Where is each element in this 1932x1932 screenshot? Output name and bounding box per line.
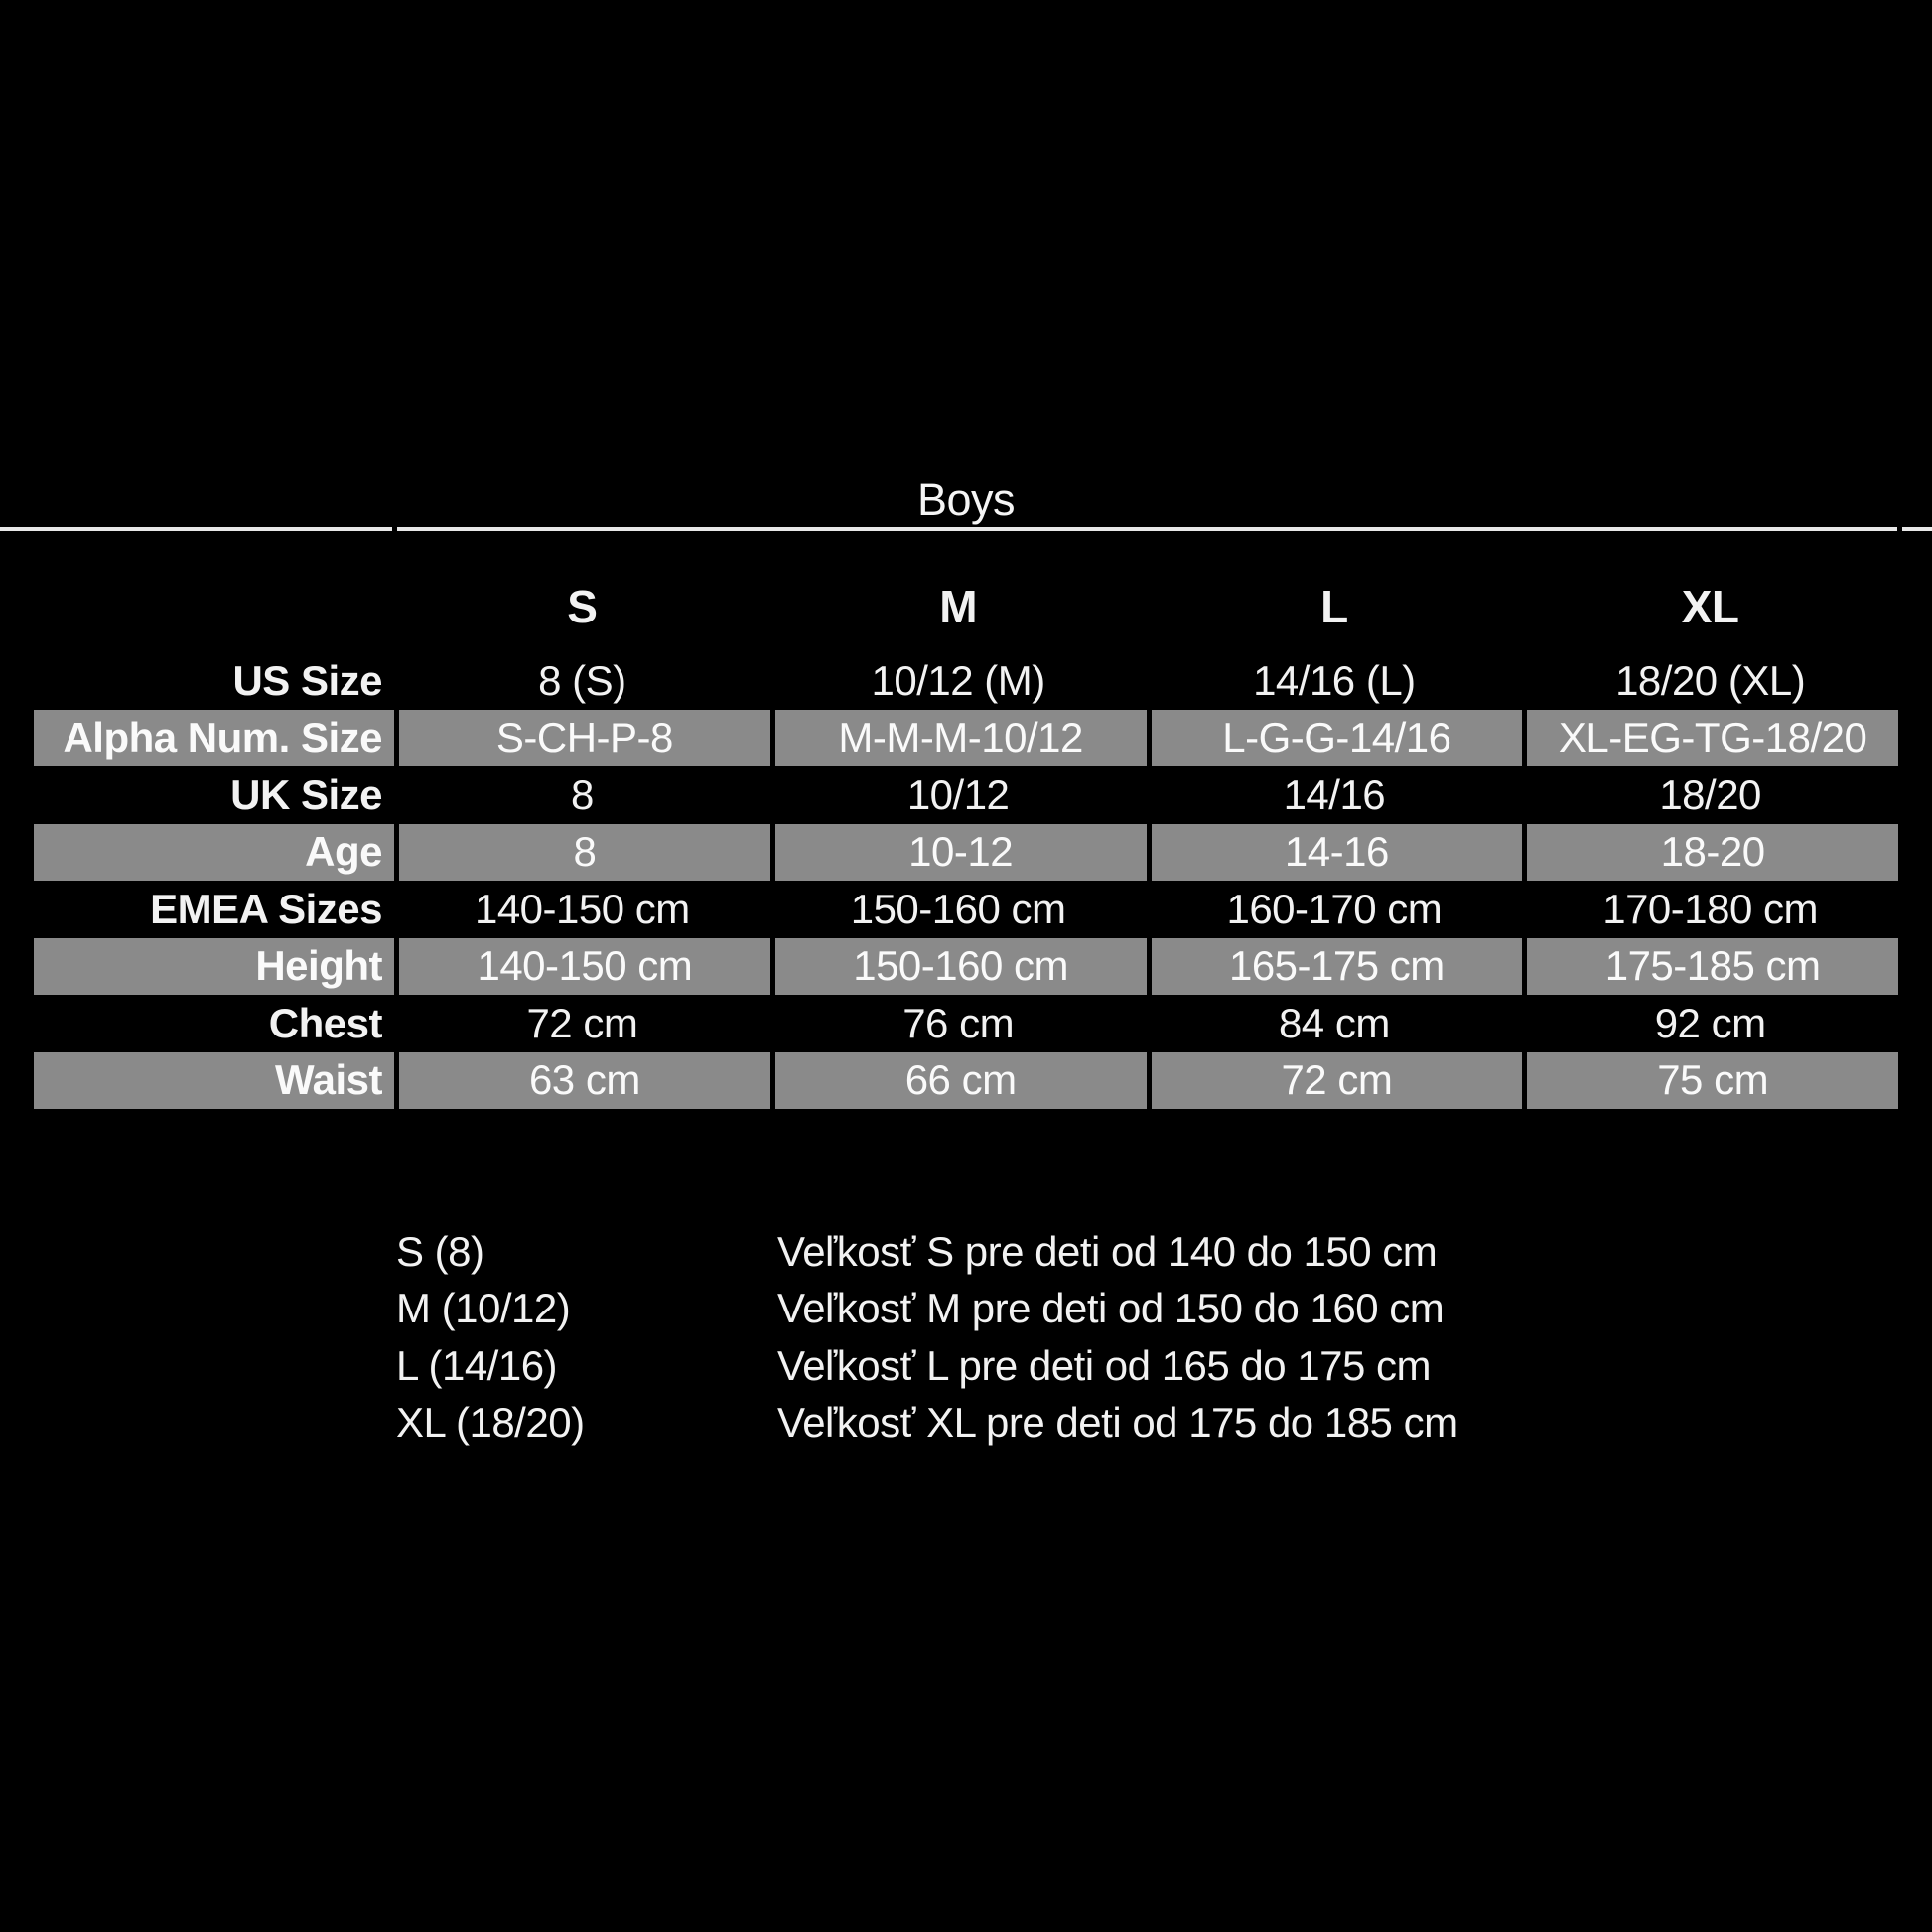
legend-size-description: Veľkosť S pre deti od 140 do 150 cm: [777, 1227, 1438, 1275]
column-header-m: M: [939, 581, 978, 632]
table-value-cell: 63 cm: [394, 1052, 770, 1110]
legend-size-description: Veľkosť XL pre deti od 175 do 185 cm: [777, 1399, 1458, 1447]
row-label: Waist: [34, 1052, 394, 1110]
table-value-cell: M-M-M-10/12: [770, 710, 1147, 767]
table-value-cell: 140-150 cm: [474, 885, 690, 932]
table-value-cell: 150-160 cm: [770, 938, 1147, 996]
row-label: UK Size: [230, 770, 382, 818]
column-header-xl: XL: [1681, 581, 1739, 632]
table-value-cell: 76 cm: [902, 999, 1015, 1046]
table-value-cell: S-CH-P-8: [394, 710, 770, 767]
legend-size-label: M (10/12): [396, 1285, 571, 1332]
table-value-cell: L-G-G-14/16: [1147, 710, 1523, 767]
table-value-cell: 8 (S): [538, 656, 626, 704]
table-value-cell: 165-175 cm: [1147, 938, 1523, 996]
row-label: US Size: [232, 656, 382, 704]
table-value-cell: 10/12 (M): [871, 656, 1045, 704]
section-title-boys: Boys: [916, 475, 1016, 525]
table-value-cell: 75 cm: [1522, 1052, 1898, 1110]
table-value-cell: 18-20: [1522, 824, 1898, 882]
table-corner-cell: [34, 561, 394, 652]
table-value-cell: 170-180 cm: [1602, 885, 1819, 932]
legend-size-description: Veľkosť L pre deti od 165 do 175 cm: [777, 1341, 1432, 1389]
divider-tick-right: [1897, 521, 1902, 535]
row-label: Alpha Num. Size: [34, 710, 394, 767]
row-label: Chest: [268, 999, 382, 1046]
table-value-cell: 140-150 cm: [394, 938, 770, 996]
table-value-cell: 175-185 cm: [1522, 938, 1898, 996]
legend-size-description: Veľkosť M pre deti od 150 do 160 cm: [777, 1285, 1445, 1332]
table-value-cell: 10/12: [906, 770, 1010, 818]
divider-line: [0, 527, 1932, 531]
row-label: Height: [34, 938, 394, 996]
table-value-cell: 72 cm: [526, 999, 638, 1046]
divider-tick-left: [392, 521, 397, 535]
column-header-s: S: [567, 581, 598, 632]
legend-size-label: L (14/16): [396, 1341, 558, 1389]
table-value-cell: 14/16 (L): [1253, 656, 1416, 704]
table-value-cell: 10-12: [770, 824, 1147, 882]
table-value-cell: 14/16: [1283, 770, 1386, 818]
row-label: Age: [34, 824, 394, 882]
size-legend: [396, 1223, 1458, 1451]
table-value-cell: 8: [394, 824, 770, 882]
row-label: EMEA Sizes: [150, 885, 382, 932]
table-value-cell: 92 cm: [1654, 999, 1766, 1046]
table-value-cell: XL-EG-TG-18/20: [1522, 710, 1898, 767]
legend-size-label: S (8): [396, 1227, 484, 1275]
table-value-cell: 66 cm: [770, 1052, 1147, 1110]
table-value-cell: 8: [570, 770, 594, 818]
table-value-cell: 150-160 cm: [850, 885, 1066, 932]
table-value-cell: 18/20 (XL): [1615, 656, 1806, 704]
table-value-cell: 84 cm: [1278, 999, 1390, 1046]
legend-size-label: XL (18/20): [396, 1399, 585, 1447]
table-value-cell: 18/20: [1659, 770, 1761, 818]
column-header-l: L: [1320, 581, 1348, 632]
table-value-cell: 160-170 cm: [1226, 885, 1443, 932]
table-value-cell: 14-16: [1147, 824, 1523, 882]
table-value-cell: 72 cm: [1147, 1052, 1523, 1110]
size-table: [34, 561, 1898, 1109]
